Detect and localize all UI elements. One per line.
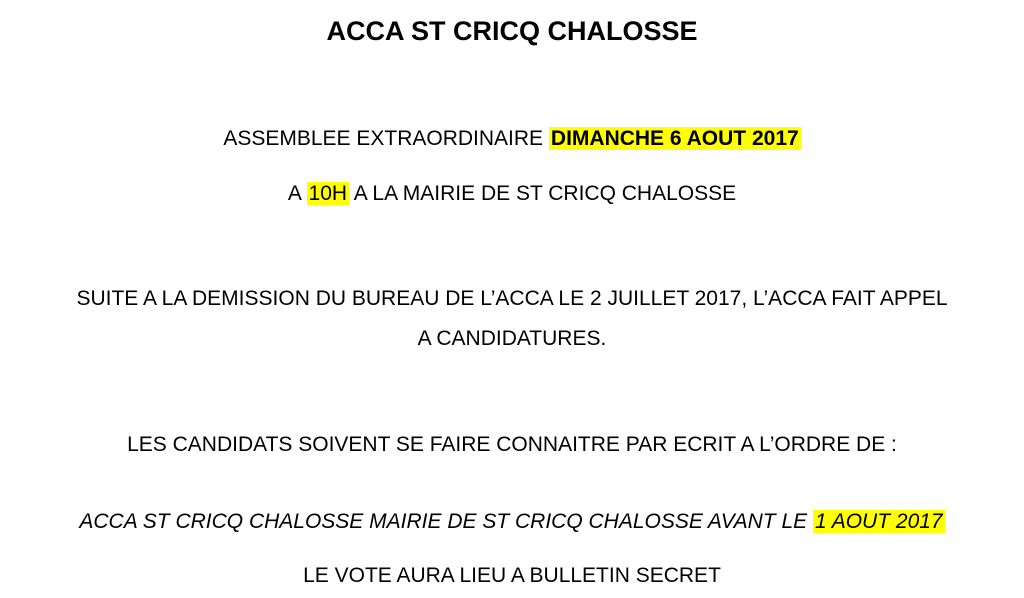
address-line xyxy=(0,508,1024,536)
assembly-date-highlight: DIMANCHE 6 AOUT 2017 xyxy=(550,127,799,150)
assembly-line xyxy=(0,125,1024,153)
time-highlight: 10H xyxy=(308,182,348,205)
location-prefix: A xyxy=(287,182,307,205)
resignation-line-1: SUITE A LA DEMISSION DU BUREAU DE L’ACCA LE 2 JUILLET 2017, L’ACCA FAIT APPEL xyxy=(76,287,948,310)
address-text: ACCA ST CRICQ CHALOSSE MAIRIE DE ST CRICQ CHALOSSE AVANT LE xyxy=(79,510,813,533)
page-title: ACCA ST CRICQ CHALOSSE xyxy=(326,16,698,46)
vote-line: LE VOTE AURA LIEU A BULLETIN SECRET xyxy=(303,564,721,587)
location-line xyxy=(0,180,1024,208)
location-suffix: A LA MAIRIE DE ST CRICQ CHALOSSE xyxy=(349,182,737,205)
assembly-label: ASSEMBLEE EXTRAORDINAIRE xyxy=(223,127,549,150)
deadline-highlight: 1 AOUT 2017 xyxy=(814,510,943,533)
resignation-line-2: A CANDIDATURES. xyxy=(417,327,607,350)
candidates-line: LES CANDIDATS SOIVENT SE FAIRE CONNAITRE PAR ECRIT A L’ORDRE DE : xyxy=(127,433,897,456)
